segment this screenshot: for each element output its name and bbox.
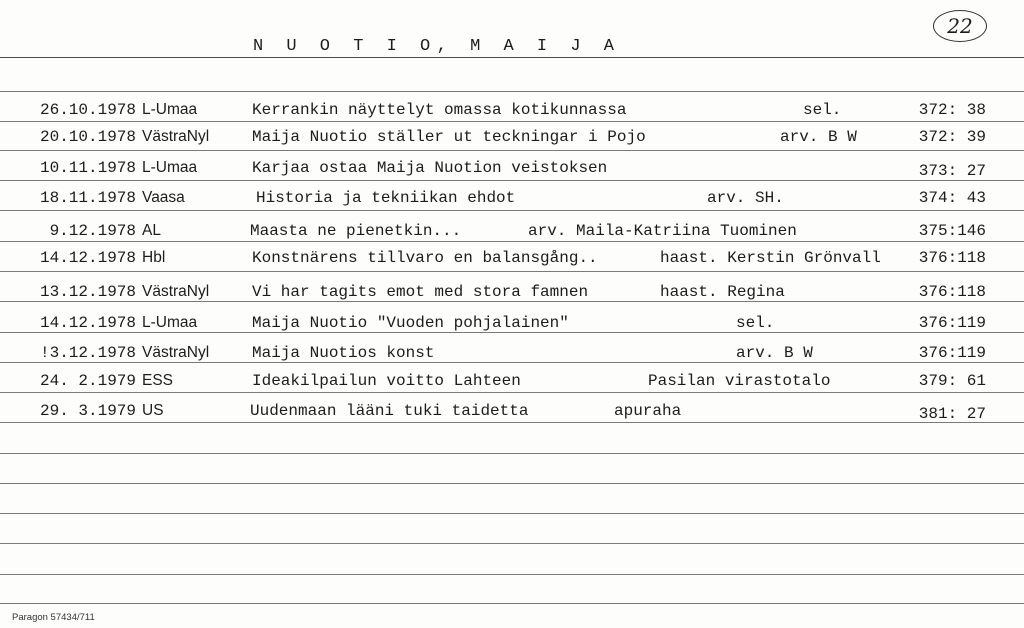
entry-date: 29. 3.1979 [39, 402, 136, 420]
ruled-line [0, 513, 1024, 514]
entry-row [0, 372, 1024, 396]
entry-date: !3.12.1978 [39, 344, 136, 362]
entry-publication: AL [142, 222, 161, 239]
entry-ref: 376:118 [918, 283, 986, 301]
entry-publication: Hbl [142, 249, 166, 266]
entry-row [0, 189, 1024, 213]
ruled-line [0, 543, 1024, 544]
entry-headline: Kerrankin näyttelyt omassa kotikunnassa [252, 101, 627, 119]
entry-headline: Maija Nuotio "Vuoden pohjalainen" [252, 314, 569, 332]
entry-publication: L-Umaa [142, 101, 198, 118]
entry-ref: 376:119 [918, 344, 986, 362]
entry-ref: 375:146 [918, 222, 986, 240]
entry-headline: Vi har tagits emot med stora famnen [252, 283, 589, 301]
entry-ref: 373: 27 [918, 162, 986, 180]
entry-date: 14.12.1978 [39, 249, 136, 267]
ruled-line [0, 483, 1024, 484]
ruled-line [0, 603, 1024, 604]
ruled-line [0, 574, 1024, 575]
entry-publication: L-Umaa [142, 314, 198, 331]
entry-note: arv. Maila-Katriina Tuominen [528, 222, 797, 240]
entry-publication: L-Umaa [142, 159, 198, 176]
entry-note: sel. [803, 101, 842, 119]
entry-date: 13.12.1978 [39, 283, 136, 301]
entry-ref: 379: 61 [918, 372, 986, 390]
entry-date: 14.12.1978 [39, 314, 136, 332]
entry-date: 24. 2.1979 [39, 372, 136, 390]
entry-headline: Maija Nuotios konst [252, 344, 435, 362]
entry-publication: VästraNyl [142, 128, 210, 145]
card-footer: Paragon 57434/711 [12, 612, 95, 623]
header-rule [0, 57, 1024, 58]
entry-note: sel. [736, 314, 775, 332]
entry-row [0, 159, 1024, 183]
entry-note: Pasilan virastotalo [648, 372, 831, 390]
entry-date: 18.11.1978 [39, 189, 136, 207]
entry-row [0, 249, 1024, 273]
entry-ref: 372: 39 [918, 128, 986, 146]
entry-row [0, 128, 1024, 152]
entry-ref: 381: 27 [918, 405, 986, 423]
card-title: N U O T I O, M A I J A [253, 37, 621, 56]
ruled-line [0, 453, 1024, 454]
ruled-line [0, 91, 1024, 92]
entry-row [0, 314, 1024, 338]
entry-ref: 372: 38 [918, 101, 986, 119]
entry-headline: Uudenmaan lääni tuki taidetta [250, 402, 529, 420]
card-number: 22 [933, 10, 987, 42]
entry-row [0, 402, 1024, 426]
entry-headline: Karjaa ostaa Maija Nuotion veistoksen [252, 159, 608, 177]
entry-date: 9.12.1978 [49, 222, 136, 240]
entry-row [0, 101, 1024, 125]
entry-row [0, 344, 1024, 368]
entry-row [0, 283, 1024, 307]
entry-ref: 376:118 [918, 249, 986, 267]
entry-publication: Vaasa [142, 189, 185, 206]
entry-headline: Maija Nuotio ställer ut teckningar i Pojo [252, 128, 646, 146]
entry-publication: VästraNyl [142, 344, 210, 361]
entry-date: 26.10.1978 [39, 101, 136, 119]
entry-headline: Historia ja tekniikan ehdot [256, 189, 516, 207]
entry-publication: VästraNyl [142, 283, 210, 300]
entry-headline: Maasta ne pienetkin... [250, 222, 462, 240]
entry-row [0, 222, 1024, 246]
entry-date: 20.10.1978 [39, 128, 136, 146]
entry-note: haast. Kerstin Grönvall [660, 249, 881, 267]
entry-ref: 374: 43 [918, 189, 986, 207]
entry-ref: 376:119 [918, 314, 986, 332]
entry-headline: Konstnärens tillvaro en balansgång.. [252, 249, 598, 267]
entry-headline: Ideakilpailun voitto Lahteen [252, 372, 521, 390]
entry-note: arv. B W [780, 128, 857, 146]
entry-note: arv. B W [736, 344, 813, 362]
entry-note: arv. SH. [707, 189, 784, 207]
entry-publication: ESS [142, 372, 174, 389]
entry-note: apuraha [614, 402, 682, 420]
entry-note: haast. Regina [660, 283, 785, 301]
entry-publication: US [142, 402, 164, 419]
entry-date: 10.11.1978 [39, 159, 136, 177]
